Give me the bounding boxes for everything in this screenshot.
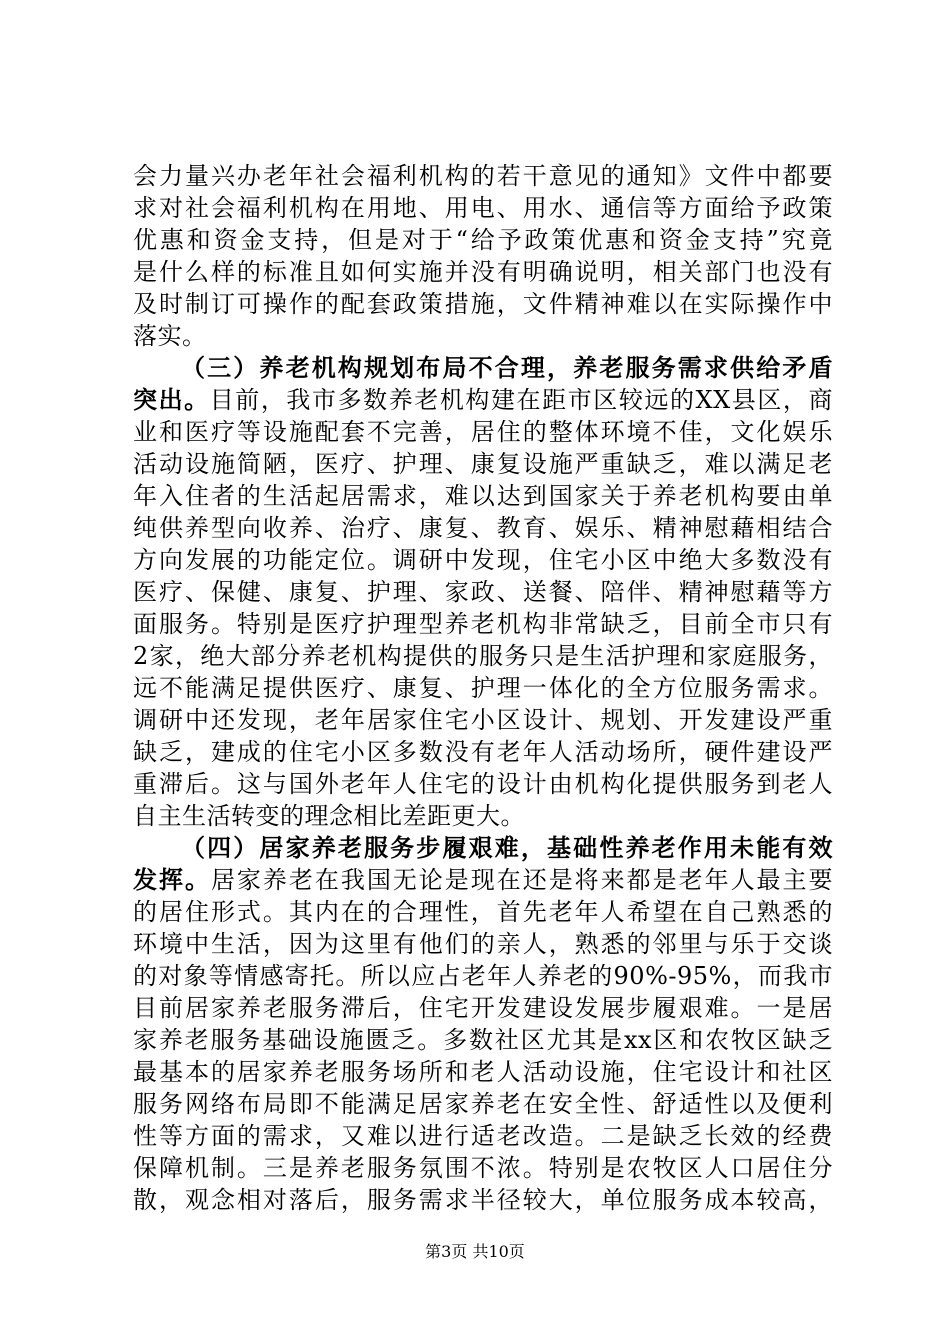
body-text bbox=[133, 160, 833, 1216]
page-number: 第3页 共10页 bbox=[425, 1242, 525, 1261]
paragraph-line: 的居住形式。其内在的合理性，首先老年人希望在自己熟悉的 bbox=[133, 898, 833, 926]
paragraph-1 bbox=[133, 160, 833, 352]
paragraph-line: 缺乏，建成的住宅小区多数没有老年人活动场所，硬件建设严 bbox=[133, 738, 833, 766]
paragraph-line: 远不能满足提供医疗、康复、护理一体化的全方位服务需求。 bbox=[133, 674, 833, 702]
paragraph-3 bbox=[133, 832, 833, 1216]
paragraph-line-text: 居家养老在我国无论是现在还是将来都是老年人最主要 bbox=[210, 866, 834, 894]
paragraph-line: 最基本的居家养老服务场所和老人活动设施，住宅设计和社区 bbox=[133, 1058, 833, 1086]
paragraph-line: 的对象等情感寄托。所以应占老年人养老的90%-95%，而我市 bbox=[133, 962, 833, 990]
paragraph-line: 会力量兴办老年社会福利机构的若干意见的通知》文件中都要 bbox=[133, 162, 833, 190]
paragraph-line: 保障机制。三是养老服务氛围不浓。特别是农牧区人口居住分 bbox=[133, 1154, 833, 1182]
paragraph-line: 及时制订可操作的配套政策措施，文件精神难以在实际操作中 bbox=[133, 290, 833, 318]
page-footer bbox=[0, 1240, 950, 1264]
paragraph-line: 重滞后。这与国外老年人住宅的设计由机构化提供服务到老人 bbox=[133, 770, 833, 798]
paragraph-line: 纯供养型向收养、治疗、康复、教育、娱乐、精神慰藉相结合 bbox=[133, 514, 833, 542]
paragraph-line: 落实。 bbox=[133, 322, 207, 350]
paragraph-line: 环境中生活，因为这里有他们的亲人，熟悉的邻里与乐于交谈 bbox=[133, 930, 833, 958]
section-heading-end: 发挥。 bbox=[133, 865, 211, 894]
paragraph-line: 面服务。特别是医疗护理型养老机构非常缺乏，目前全市只有 bbox=[133, 610, 833, 638]
paragraph-line: 调研中还发现，老年居家住宅小区设计、规划、开发建设严重 bbox=[133, 706, 833, 734]
paragraph-line: 散，观念相对落后，服务需求半径较大，单位服务成本较高， bbox=[133, 1186, 833, 1214]
paragraph-line: 求对社会福利机构在用地、用电、用水、通信等方面给予政策 bbox=[133, 194, 833, 222]
paragraph-line: 活动设施简陋，医疗、护理、康复设施严重缺乏，难以满足老 bbox=[133, 450, 833, 478]
paragraph-line: 医疗、保健、康复、护理、家政、送餐、陪伴、精神慰藉等方 bbox=[133, 578, 833, 606]
paragraph-line: 年入住者的生活起居需求，难以达到国家关于养老机构要由单 bbox=[133, 482, 833, 510]
paragraph-2 bbox=[133, 352, 833, 832]
section-heading-end: 突出。 bbox=[133, 385, 210, 414]
paragraph-line: 业和医疗等设施配套不完善，居住的整体环境不佳，文化娱乐 bbox=[133, 418, 833, 446]
paragraph-line: 性等方面的需求，又难以进行适老改造。二是缺乏长效的经费 bbox=[133, 1122, 833, 1150]
paragraph-line: 2家，绝大部分养老机构提供的服务只是生活护理和家庭服务， bbox=[133, 642, 833, 670]
paragraph-line bbox=[133, 384, 833, 416]
paragraph-line: 方向发展的功能定位。调研中发现，住宅小区中绝大多数没有 bbox=[133, 546, 833, 574]
paragraph-line-text: 目前，我市多数养老机构建在距市区较远的XX县区，商 bbox=[209, 386, 834, 414]
paragraph-line: 是什么样的标准且如何实施并没有明确说明，相关部门也没有 bbox=[133, 258, 833, 286]
paragraph-line: 优惠和资金支持，但是对于“给予政策优惠和资金支持”究竟 bbox=[133, 226, 833, 254]
paragraph-line: 目前居家养老服务滞后，住宅开发建设发展步履艰难。一是居 bbox=[133, 994, 833, 1022]
section-heading: （三）养老机构规划布局不合理，养老服务需求供给矛盾 bbox=[181, 353, 833, 382]
paragraph-line: 家养老服务基础设施匮乏。多数社区尤其是xx区和农牧区缺乏 bbox=[133, 1026, 833, 1054]
paragraph-line: 自主生活转变的理念相比差距更大。 bbox=[133, 802, 525, 830]
paragraph-line bbox=[133, 864, 833, 896]
paragraph-line: 服务网络布局即不能满足居家养老在安全性、舒适性以及便利 bbox=[133, 1090, 833, 1118]
section-heading: （四）居家养老服务步履艰难，基础性养老作用未能有效 bbox=[181, 833, 833, 862]
